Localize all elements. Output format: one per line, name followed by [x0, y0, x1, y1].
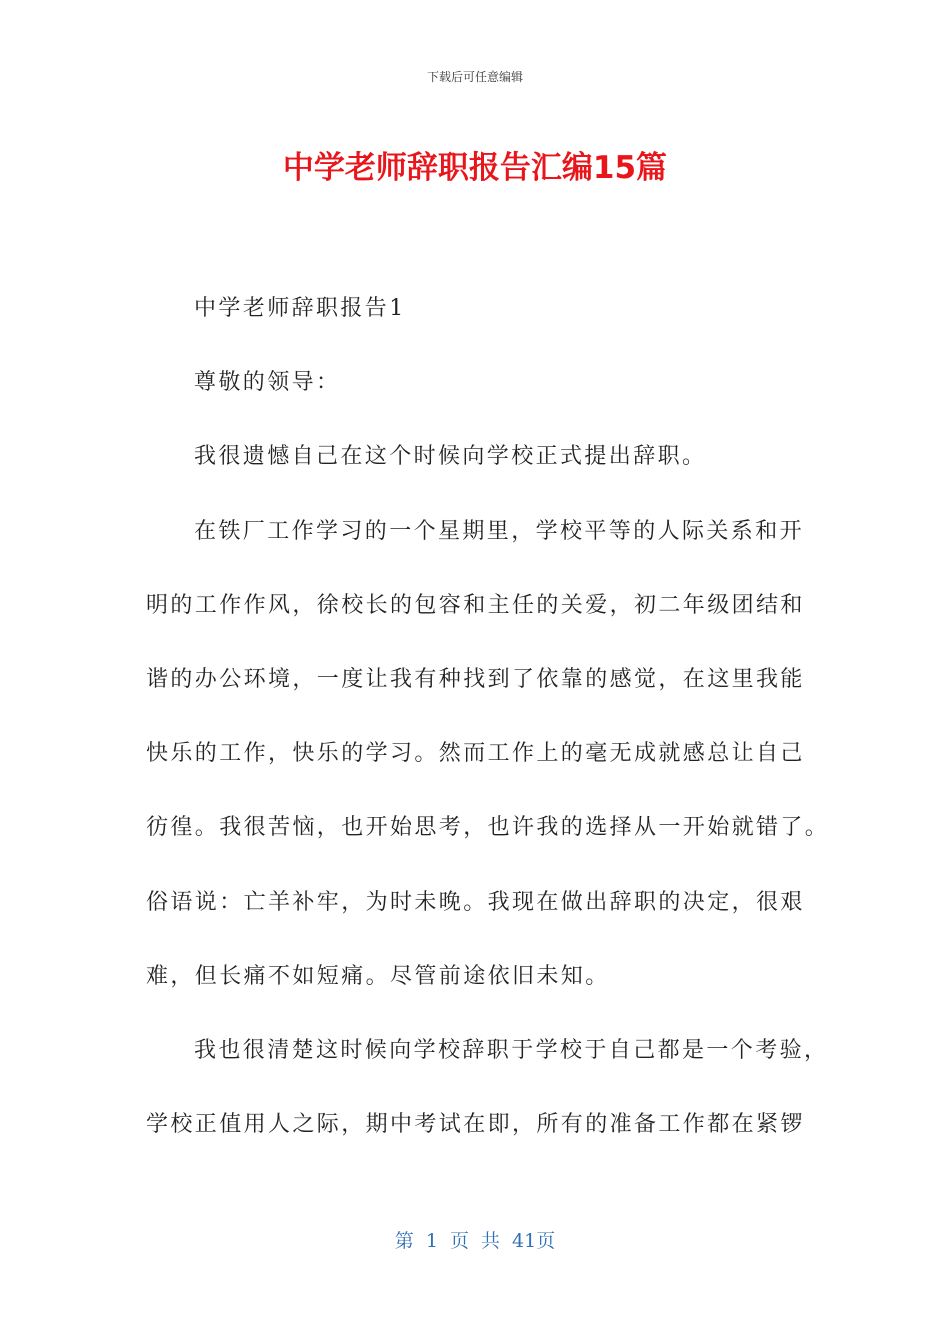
paragraph-line: 学校正值用人之际，期中考试在即，所有的准备工作都在紧锣	[146, 1112, 805, 1138]
paragraph-line: 俗语说：亡羊补牢，为时未晚。我现在做出辞职的决定，很艰	[146, 889, 805, 915]
paragraph-line: 在铁厂工作学习的一个星期里，学校平等的人际关系和开	[194, 518, 805, 544]
paragraph-line: 我很遗憾自己在这个时候向学校正式提出辞职。	[194, 444, 707, 470]
paragraph-line: 尊敬的领导：	[194, 370, 341, 396]
document-body	[146, 272, 830, 1162]
page-number-footer: 第 1 页 共 41页	[394, 1230, 556, 1252]
paragraph-line: 谐的办公环境，一度让我有种找到了依靠的感觉，在这里我能	[146, 666, 805, 692]
paragraph-line: 明的工作作风，徐校长的包容和主任的关爱，初二年级团结和	[146, 592, 805, 618]
paragraph-line: 快乐的工作，快乐的学习。然而工作上的毫无成就感总让自己	[146, 741, 805, 767]
paragraph-line: 我也很清楚这时候向学校辞职于学校于自己都是一个考验，	[194, 1037, 829, 1063]
paragraph-line: 难，但长痛不如短痛。尽管前途依旧未知。	[146, 963, 610, 989]
paragraph-line: 中学老师辞职报告1	[194, 296, 406, 321]
document-title: 中学老师辞职报告汇编15篇	[282, 150, 668, 186]
header-note: 下载后可任意编辑	[426, 70, 523, 84]
paragraph-line: 彷徨。我很苦恼，也开始思考，也许我的选择从一开始就错了。	[146, 815, 830, 841]
